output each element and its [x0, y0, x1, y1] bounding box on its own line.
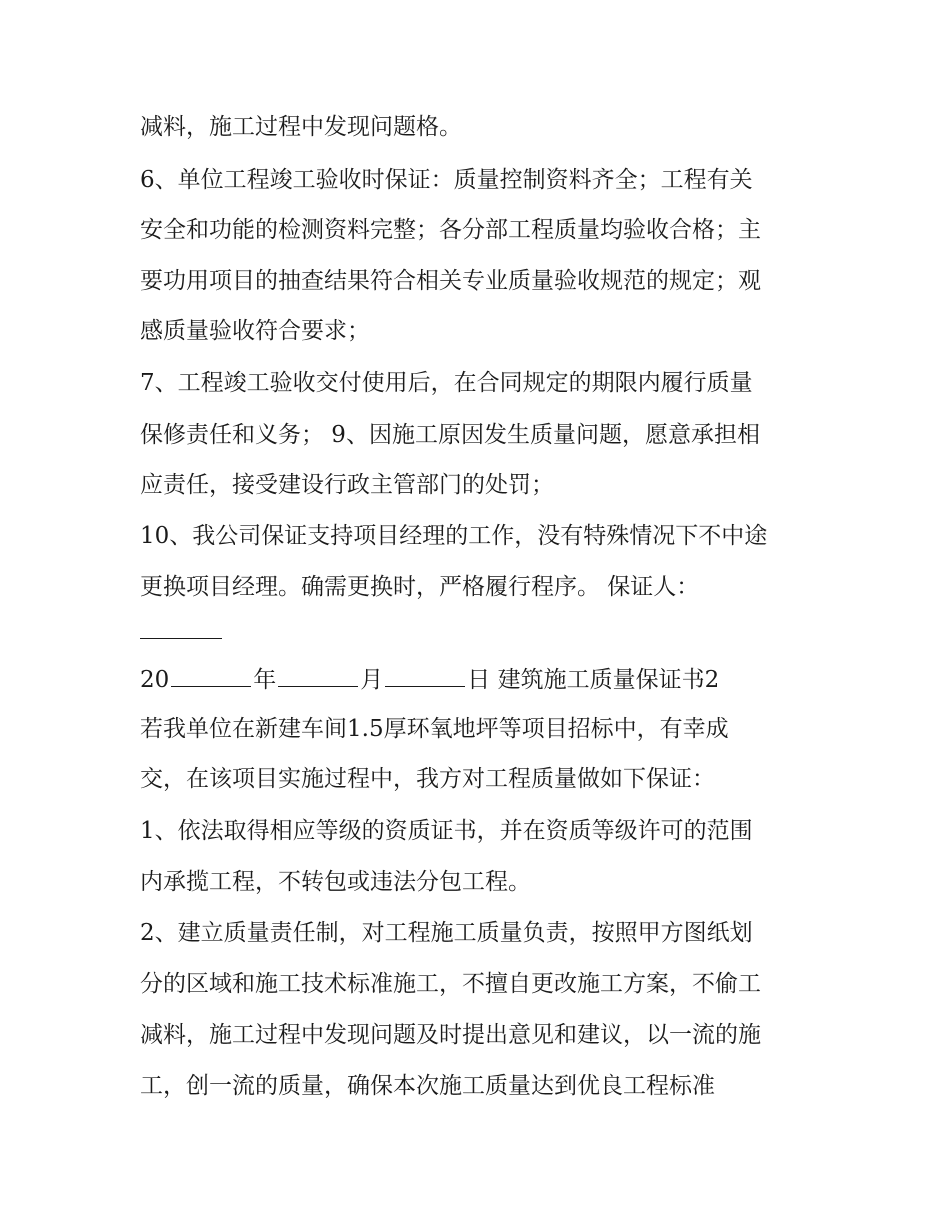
year-blank — [171, 664, 251, 687]
signature-blank-line — [140, 638, 222, 639]
text-line: 内承揽工程，不转包或违法分包工程。 — [140, 869, 531, 895]
day-label: 日 — [467, 667, 491, 693]
text-line: 若我单位在新建车间1.5厚环氧地坪等项目招标中，有幸成 — [140, 716, 729, 742]
month-label: 月 — [360, 667, 384, 693]
text-line: 感质量验收符合要求； — [140, 318, 370, 344]
text-line: 1、依法取得相应等级的资质证书，并在资质等级许可的范围 — [140, 818, 753, 844]
text-line: 减料，施工过程中发现问题及时提出意见和建议，以一流的施 — [140, 1022, 761, 1048]
text-line: 10、我公司保证支持项目经理的工作，没有特殊情况下不中途 — [140, 523, 768, 549]
date-line — [140, 664, 719, 695]
text-line: 更换项目经理。确需更换时，严格履行程序。 保证人： — [140, 574, 700, 600]
text-line: 工，创一流的质量，确保本次施工质量达到优良工程标准 — [140, 1073, 715, 1099]
text-line: 应责任，接受建设行政主管部门的处罚； — [140, 472, 554, 498]
text-line: 安全和功能的检测资料完整；各分部工程质量均验收合格；主 — [140, 217, 761, 243]
text-line: 7、工程竣工验收交付使用后，在合同规定的期限内履行质量 — [140, 370, 753, 396]
text-line: 6、单位工程竣工验收时保证：质量控制资料齐全；工程有关 — [140, 167, 753, 193]
text-line: 分的区域和施工技术标准施工，不擅自更改施工方案，不偷工 — [140, 971, 761, 997]
text-line: 减料，施工过程中发现问题格。 — [140, 114, 462, 140]
text-line: 2、建立质量责任制，对工程施工质量负责，按照甲方图纸划 — [140, 920, 753, 946]
year-label: 年 — [253, 667, 277, 693]
day-blank — [385, 664, 465, 687]
month-blank — [278, 664, 358, 687]
section-title: 建筑施工质量保证书2 — [490, 667, 720, 693]
text-line: 交，在该项目实施过程中，我方对工程质量做如下保证： — [140, 766, 715, 792]
text-line: 要功用项目的抽查结果符合相关专业质量验收规范的规定；观 — [140, 268, 761, 294]
text-line: 保修责任和义务； 9、因施工原因发生质量问题，愿意承担相 — [140, 422, 760, 448]
year-prefix: 20 — [140, 667, 170, 693]
